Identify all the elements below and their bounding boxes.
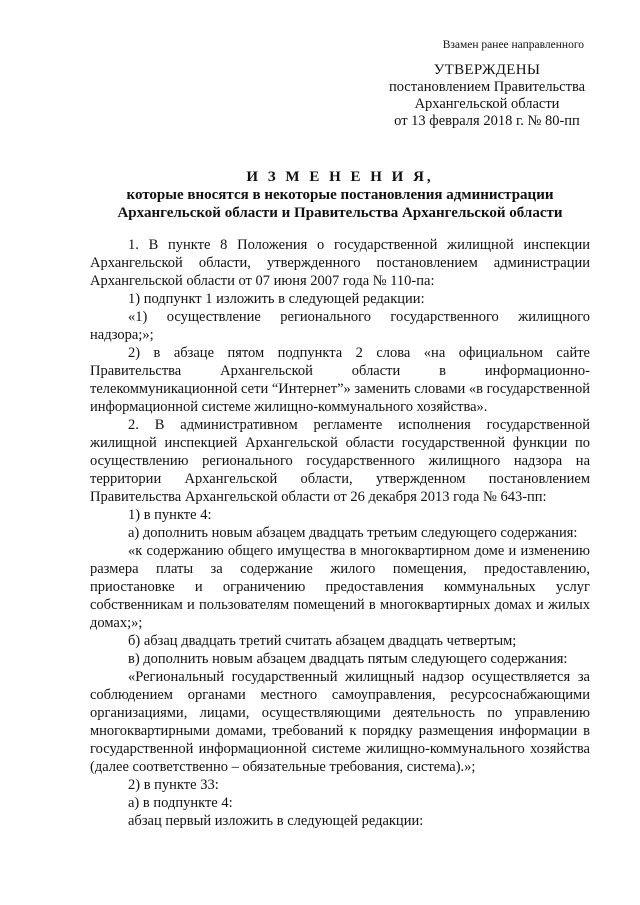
- approval-date: от 13 февраля 2018 г. № 80-пп: [394, 113, 580, 129]
- paragraph: а) в подпункте 4:: [128, 795, 233, 811]
- paragraph: абзац первый изложить в следующей редакции:: [128, 813, 424, 829]
- title-subtitle: Архангельской области и Правительства Архангельской области: [117, 205, 563, 221]
- approval-line: Архангельской области: [414, 96, 560, 112]
- paragraph: 2. В административном регламенте исполнения государственной жилищной инспекцией Архангельской области государственной функции по осуществлению регионального государственного жилищного надзора на территории Архангельской области, утвержденном постановлением Правительства Архангельской области от 26 декабря 2013 года № 643-пп:: [90, 417, 590, 505]
- paragraph: в) дополнить новым абзацем двадцать пятым следующего содержания:: [128, 651, 568, 667]
- paragraph: 2) в абзаце пятом подпункта 2 слова «на официальном сайте Правительства Архангельской области в информационно-телекоммуникационной сети “Интернет”» заменить словами «в государственной информационной системе жилищно-коммунального хозяйства».: [90, 345, 590, 415]
- paragraph: а) дополнить новым абзацем двадцать третьим следующего содержания:: [128, 525, 578, 541]
- paragraph: «Региональный государственный жилищный надзор осуществляется за соблюдением органами местного самоуправления, ресурсоснабжающими организациями, лицами, осуществляющими деятельность по управлению многоквартирными домами, требований к порядку размещения информации в государственной информационной системе жилищно-коммунального хозяйства (далее соответственно – обязательные требования, система).»;: [90, 669, 590, 775]
- paragraph: 2) в пункте 33:: [128, 777, 219, 793]
- paragraph: «1) осуществление регионального государственного жилищного надзора;»;: [90, 309, 590, 343]
- title-subtitle: которые вносятся в некоторые постановления администрации: [126, 187, 554, 203]
- paragraph: 1) в пункте 4:: [128, 507, 212, 523]
- approval-line: постановлением Правительства: [388, 79, 586, 95]
- replacement-note: Взамен ранее направленного: [442, 39, 584, 51]
- approval-block: [370, 62, 604, 130]
- approval-title: УТВЕРЖДЕНЫ: [433, 62, 541, 78]
- paragraph: б) абзац двадцать третий считать абзацем двадцать четвертым;: [128, 633, 517, 649]
- title-word: И З М Е Н Е Н И Я,: [246, 169, 434, 185]
- paragraph: 1) подпункт 1 изложить в следующей редакции:: [128, 291, 425, 307]
- paragraph: 1. В пункте 8 Положения о государственной жилищной инспекции Архангельской области, утвержденного постановлением администрации Архангельской области от 07 июня 2007 года № 110-па:: [90, 237, 590, 289]
- paragraph: «к содержанию общего имущества в многоквартирном доме и изменению размера платы за содержание жилого помещения, предоставлению, приостановке и ограничению предоставления коммунальных услуг собственникам и пользователям помещений в многоквартирных домах и жилых домах;»;: [90, 543, 590, 631]
- document-body: [90, 236, 590, 830]
- document-title: [90, 168, 590, 222]
